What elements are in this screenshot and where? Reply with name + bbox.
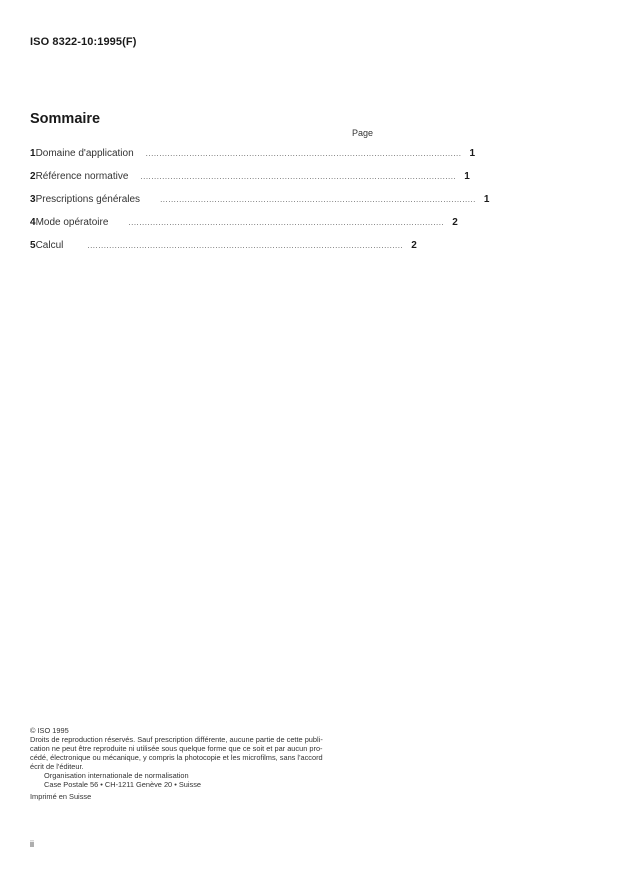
page-number: ii <box>30 839 34 849</box>
copyright-line: © ISO 1995 <box>30 726 69 735</box>
toc-entry[interactable] <box>30 194 490 217</box>
toc-entry-label: Domaine d'application <box>35 148 134 159</box>
rights-text: Droits de reproduction réservés. Sauf prescription différente, aucune partie de cette publi- <box>30 735 323 744</box>
toc-entry-page: 2 <box>411 240 417 251</box>
table-of-contents <box>30 148 490 263</box>
toc-entry[interactable] <box>30 217 458 240</box>
toc-entry-number: 5 <box>30 240 36 251</box>
toc-entry-label: Calcul <box>35 240 64 251</box>
copyright-notice <box>30 726 380 801</box>
toc-entry[interactable] <box>30 171 470 194</box>
toc-entry-number: 2 <box>30 171 36 182</box>
toc-leader-dots: .................................................................................................................... <box>140 172 457 181</box>
toc-entry-label: Prescriptions générales <box>35 194 141 205</box>
toc-leader-dots: .................................................................................................................... <box>145 149 462 158</box>
toc-leader-dots: .................................................................................................................... <box>160 195 476 204</box>
rights-text: cation ne peut être reproduite ni utilisée sous quelque forme que ce soit et par aucun pro- <box>30 744 323 753</box>
toc-entry-number: 3 <box>30 194 36 205</box>
toc-entry-label: Référence normative <box>35 171 129 182</box>
toc-entry-number: 4 <box>30 217 36 228</box>
organisation-address: Case Postale 56 • CH-1211 Genève 20 • Suisse <box>44 780 202 789</box>
toc-entry-number: 1 <box>30 148 36 159</box>
toc-entry-page: 1 <box>469 148 476 159</box>
toc-title: Sommaire <box>30 111 101 127</box>
printed-in: Imprimé en Suisse <box>30 792 92 801</box>
toc-entry-page: 2 <box>452 217 458 228</box>
toc-leader-dots: .................................................................................................................... <box>87 241 404 250</box>
toc-leader-dots: .................................................................................................................... <box>128 218 445 227</box>
toc-entry-page: 1 <box>483 194 490 205</box>
rights-text: cédé, électronique ou mécanique, y compris la photocopie et les microfilms, sans l'accord <box>30 753 323 762</box>
rights-text: écrit de l'éditeur. <box>30 762 84 771</box>
toc-entry-label: Mode opératoire <box>35 217 109 228</box>
toc-entry[interactable] <box>30 148 476 171</box>
document-code: ISO 8322-10:1995(F) <box>30 36 137 48</box>
toc-entry-page: 1 <box>464 171 470 182</box>
toc-entry[interactable] <box>30 240 417 263</box>
organisation-name: Organisation internationale de normalisation <box>44 771 189 780</box>
toc-page-column-label: Page <box>352 128 374 138</box>
